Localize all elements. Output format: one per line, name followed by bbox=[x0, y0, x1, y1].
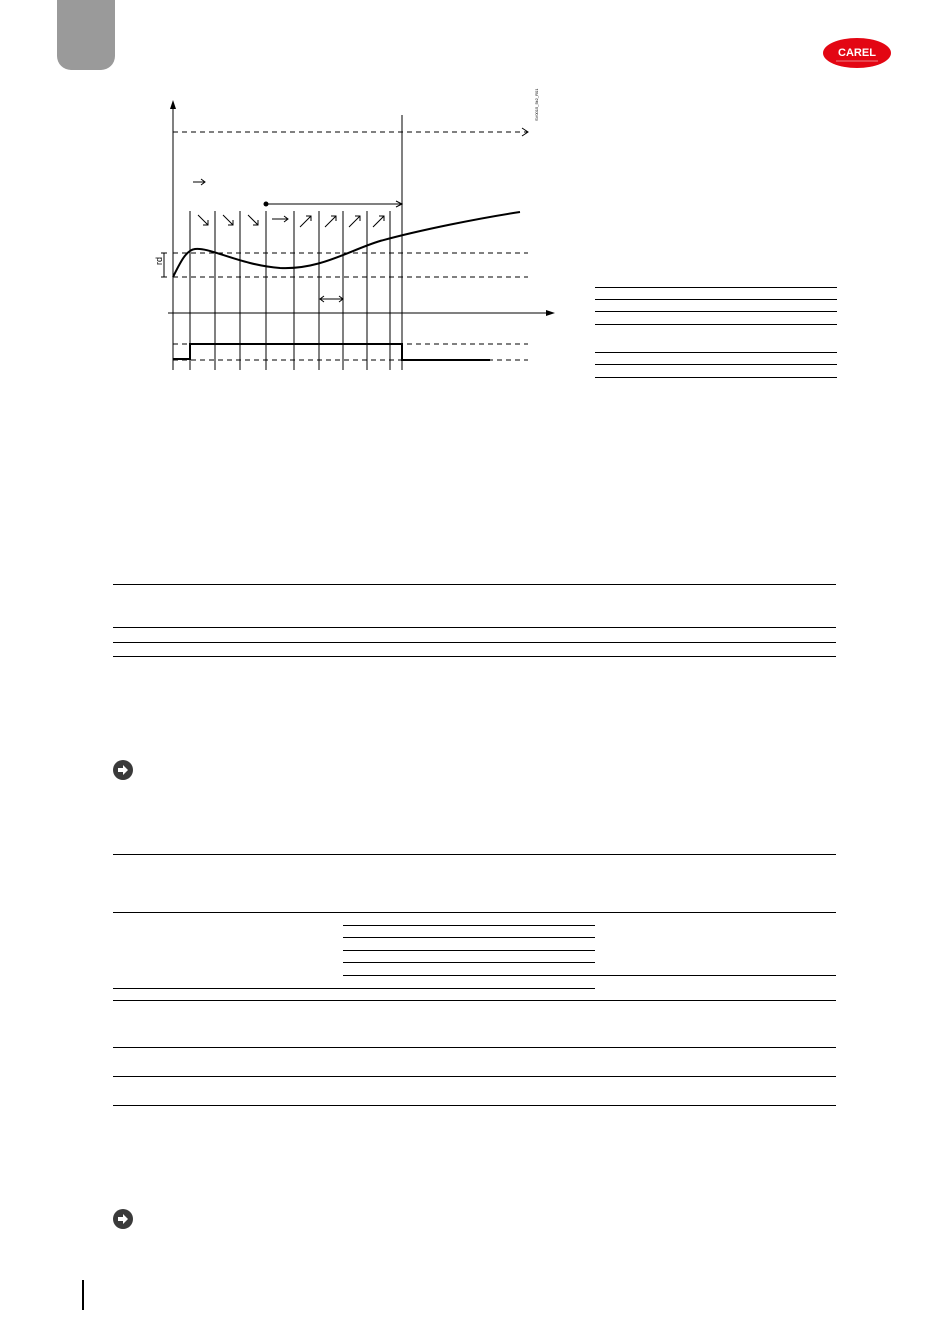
table-rule bbox=[113, 1076, 836, 1077]
table-rule bbox=[343, 962, 595, 963]
table-rule bbox=[595, 352, 837, 353]
table-rule bbox=[113, 1105, 836, 1106]
rd-label: rd bbox=[154, 256, 164, 265]
note-arrow-icon bbox=[113, 1209, 133, 1229]
table-rule bbox=[595, 364, 837, 365]
logo-text: CAREL bbox=[838, 47, 876, 59]
page-corner-tab bbox=[57, 0, 115, 70]
table-rule bbox=[343, 937, 595, 938]
table-rule bbox=[113, 1047, 836, 1048]
control-diagram bbox=[150, 85, 570, 385]
table-rule bbox=[595, 377, 837, 378]
table-rule bbox=[113, 1000, 836, 1001]
direction-arrows bbox=[198, 215, 384, 227]
table-rule bbox=[113, 642, 836, 643]
table-rule bbox=[595, 311, 837, 312]
footer-marker bbox=[82, 1280, 84, 1310]
note-arrow-icon bbox=[113, 760, 133, 780]
table-rule bbox=[595, 324, 837, 325]
table-rule bbox=[113, 656, 836, 657]
table-rule bbox=[113, 854, 836, 855]
table-rule bbox=[113, 584, 836, 585]
graph-ref-code: SV0015_5k2_R01 bbox=[534, 88, 539, 121]
table-rule bbox=[113, 627, 836, 628]
table-rule bbox=[113, 912, 836, 913]
table-rule bbox=[113, 988, 595, 989]
table-rule bbox=[343, 975, 836, 976]
output-signal bbox=[173, 344, 490, 360]
y-axis-arrow bbox=[170, 100, 176, 109]
x-axis-arrow bbox=[546, 310, 555, 316]
table-rule bbox=[595, 299, 837, 300]
carel-logo bbox=[822, 37, 892, 69]
table-rule bbox=[343, 950, 595, 951]
table-rule bbox=[595, 287, 837, 288]
temperature-curve bbox=[173, 212, 520, 277]
table-rule bbox=[343, 925, 595, 926]
step-lines bbox=[190, 211, 390, 370]
